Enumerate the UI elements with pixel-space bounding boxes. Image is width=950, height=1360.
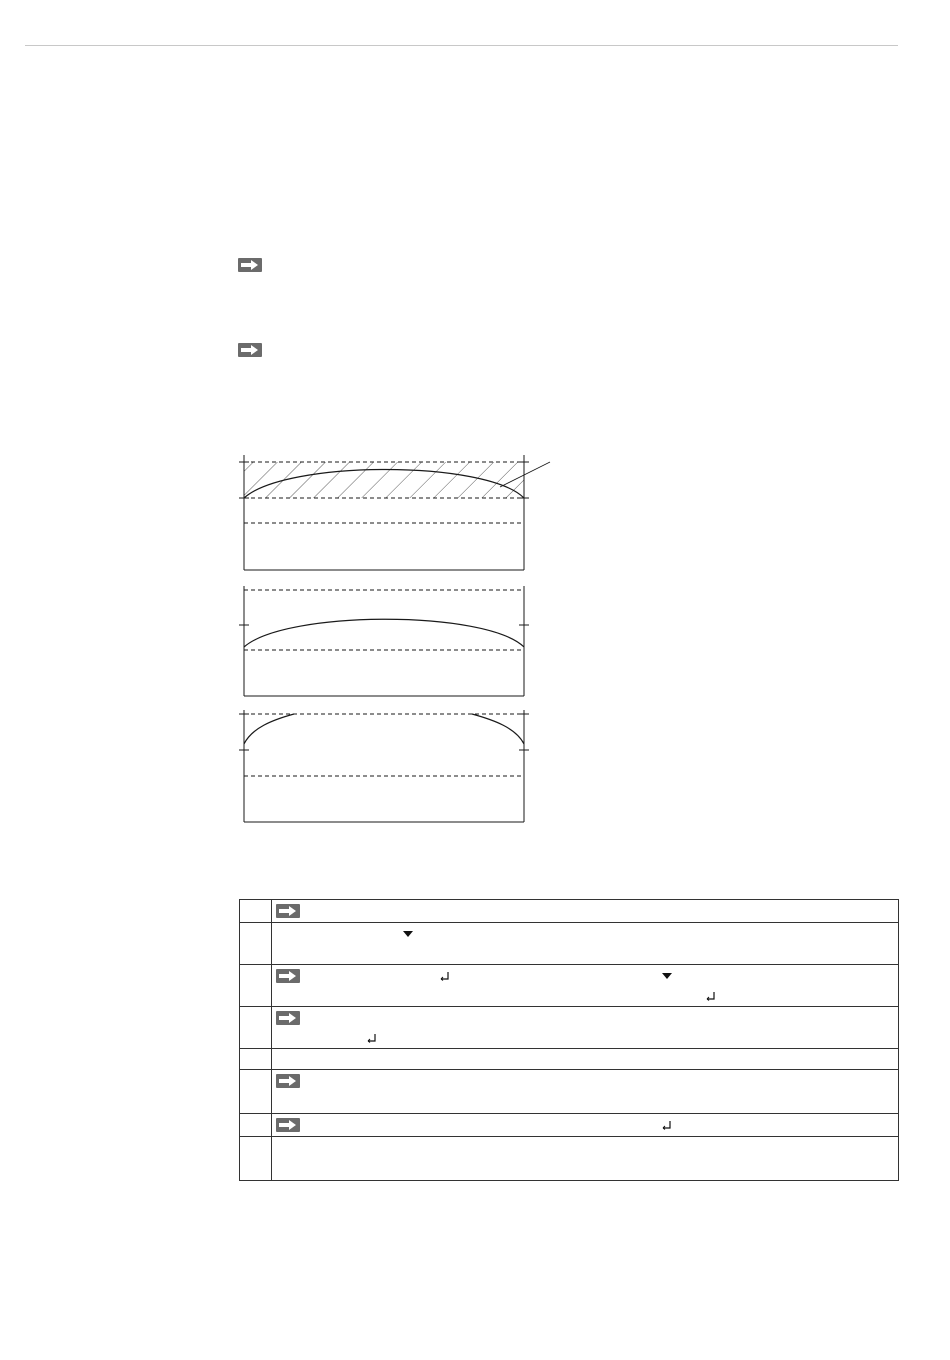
- table-row: [240, 1114, 899, 1137]
- step-number-cell: [240, 900, 272, 923]
- diagram-clipped: [236, 708, 536, 826]
- triangle-down-icon: [403, 931, 413, 937]
- enter-key-icon: [662, 1120, 672, 1130]
- step-number-cell: [240, 1007, 272, 1049]
- table-row: [240, 1137, 899, 1181]
- step-number-cell: [240, 1137, 272, 1181]
- right-arrow-icon: [276, 904, 300, 918]
- step-number-cell: [240, 1114, 272, 1137]
- triangle-down-icon: [662, 973, 672, 979]
- step-body-cell: [272, 965, 899, 1007]
- right-arrow-icon: [238, 343, 262, 357]
- step-body-cell: [272, 1049, 899, 1070]
- step-body-cell: [272, 1137, 899, 1181]
- right-arrow-icon: [276, 1118, 300, 1132]
- steps-table: [239, 899, 899, 1181]
- table-row: [240, 923, 899, 965]
- right-arrow-icon: [238, 258, 262, 272]
- table-row: [240, 1070, 899, 1114]
- step-number-cell: [240, 923, 272, 965]
- step-body-cell: [272, 923, 899, 965]
- table-row: [240, 900, 899, 923]
- table-row: [240, 1007, 899, 1049]
- right-arrow-icon: [276, 1011, 300, 1025]
- step-number-cell: [240, 1049, 272, 1070]
- enter-key-icon: [440, 971, 450, 981]
- step-number-cell: [240, 965, 272, 1007]
- step-body-cell: [272, 1070, 899, 1114]
- header-rule: [25, 45, 898, 46]
- enter-key-icon: [367, 1033, 377, 1043]
- step-number-cell: [240, 1070, 272, 1114]
- table-row: [240, 1049, 899, 1070]
- table-row: [240, 965, 899, 1007]
- right-arrow-icon: [276, 969, 300, 983]
- step-body-cell: [272, 900, 899, 923]
- step-body-cell: [272, 1114, 899, 1137]
- step-body-cell: [272, 1007, 899, 1049]
- enter-key-icon: [706, 991, 716, 1001]
- right-arrow-icon: [276, 1074, 300, 1088]
- diagram-hatched-tolerance: [236, 455, 536, 573]
- diagram-within-band: [236, 582, 536, 700]
